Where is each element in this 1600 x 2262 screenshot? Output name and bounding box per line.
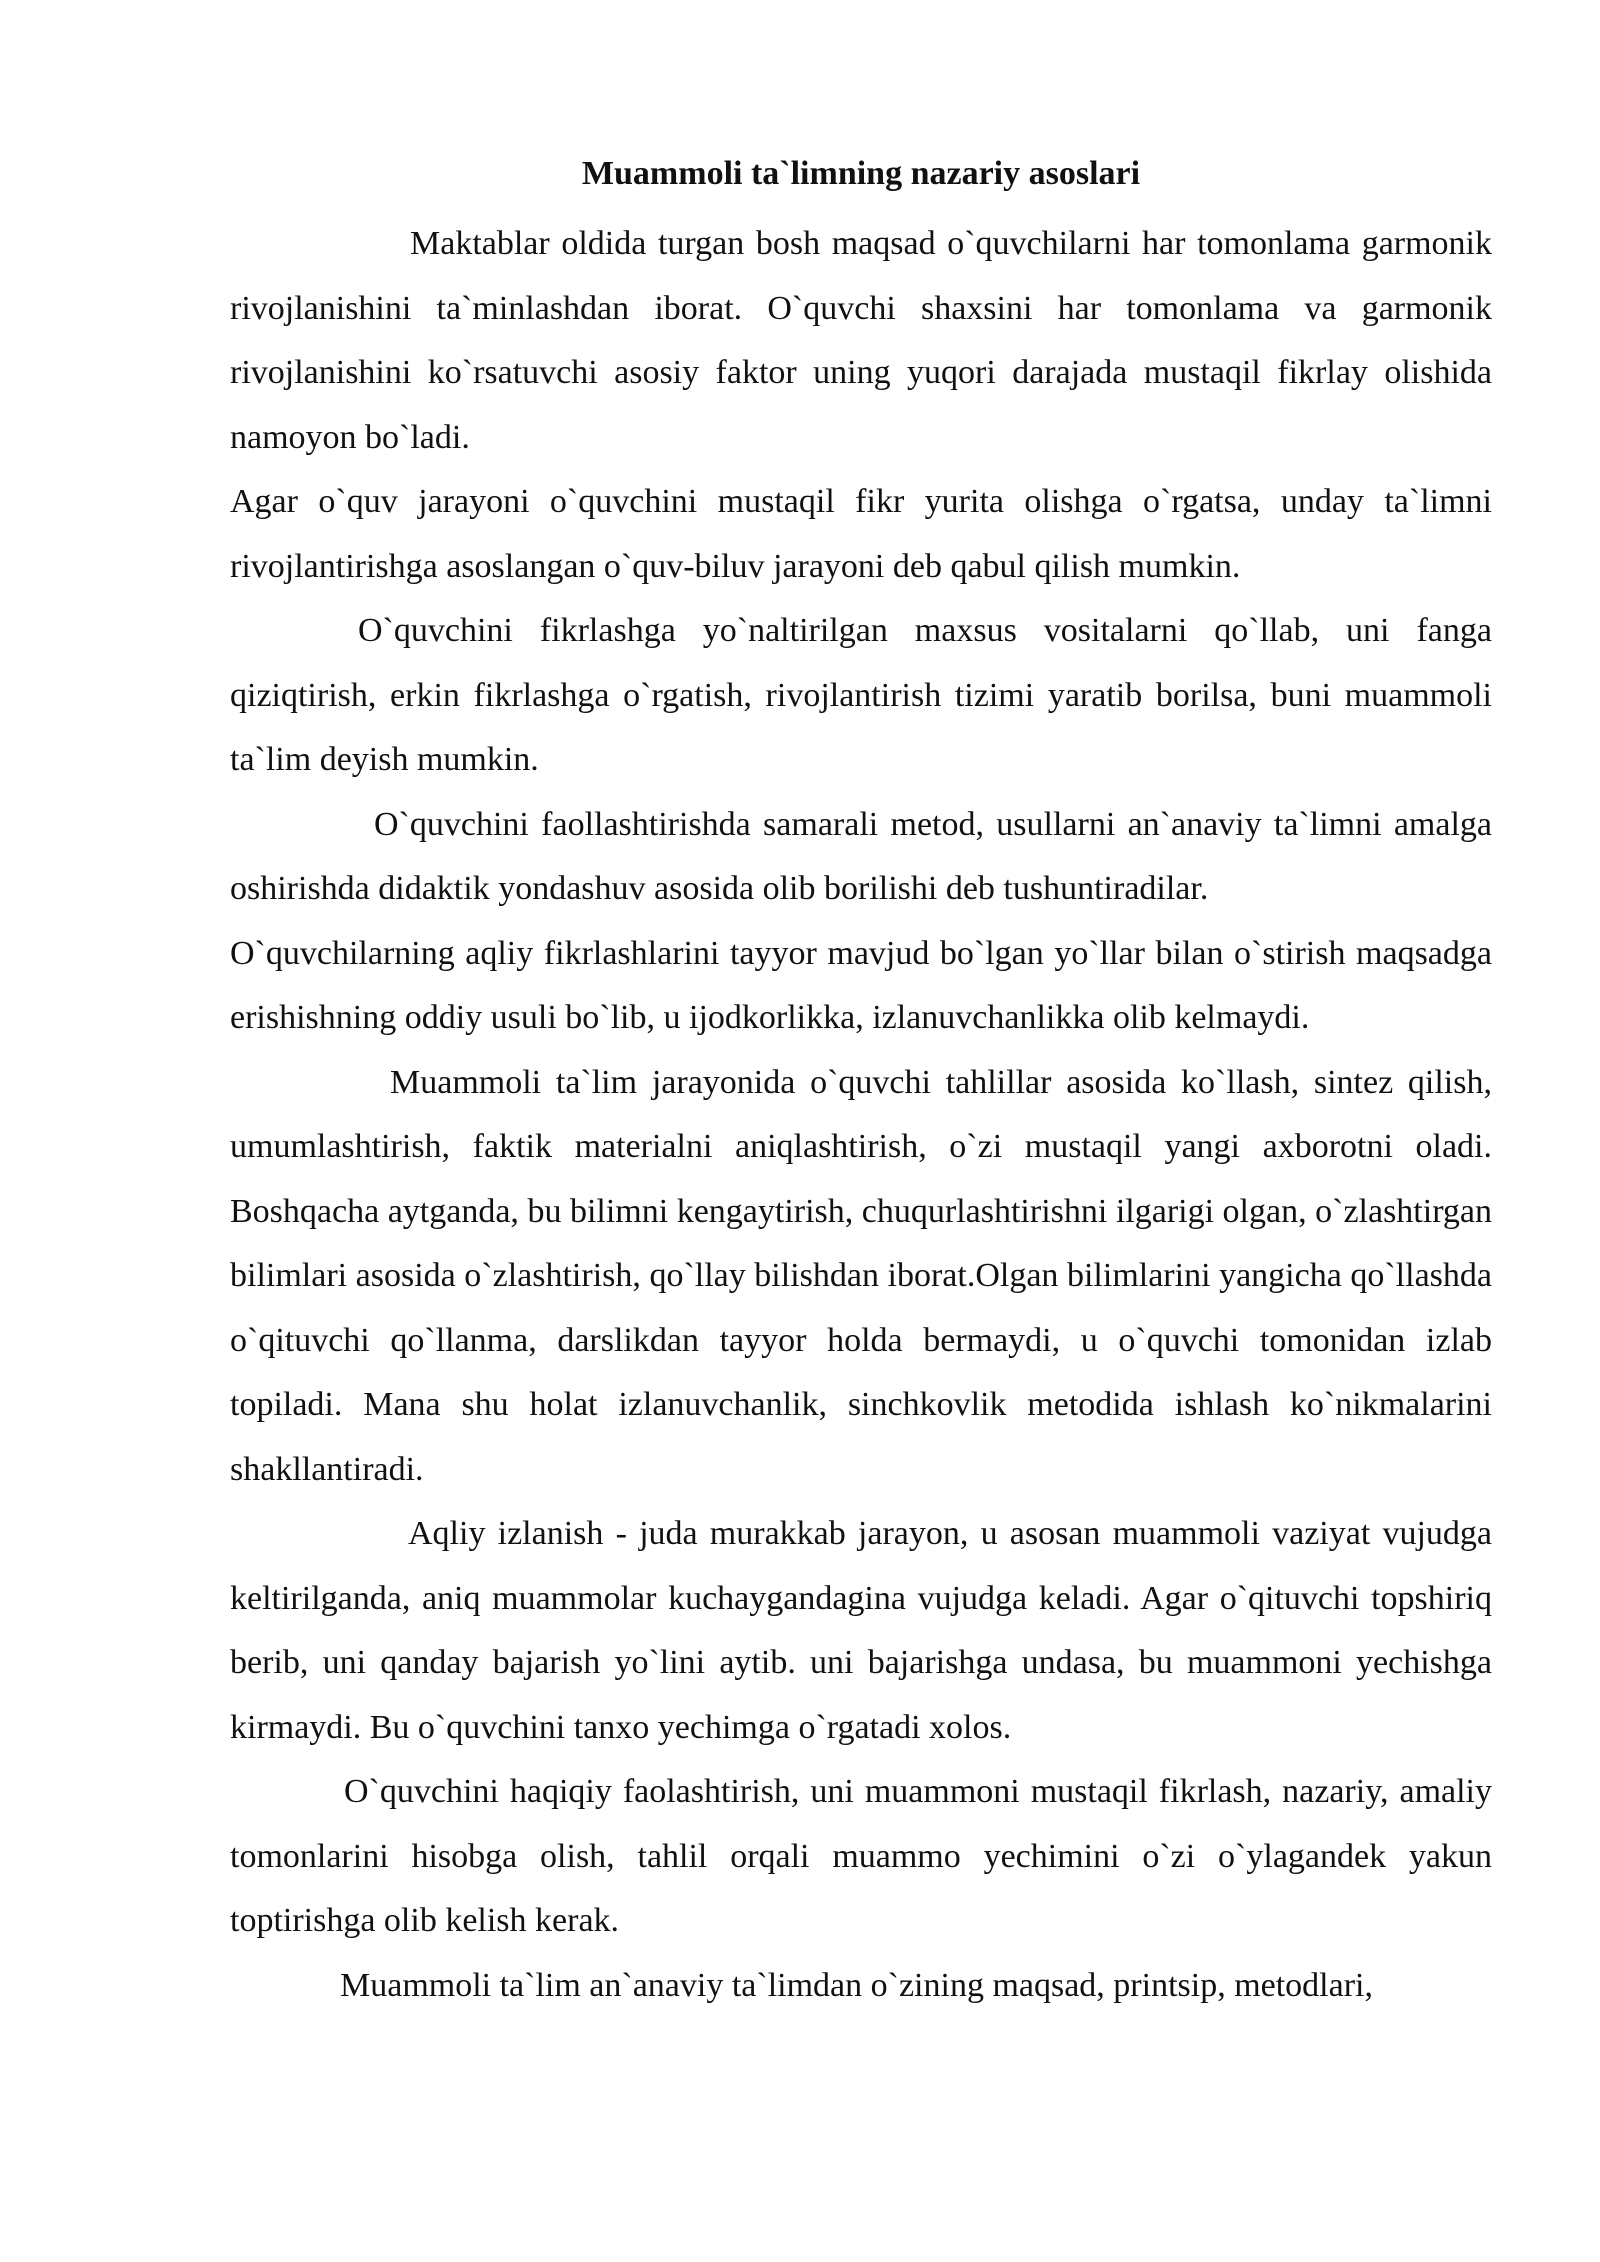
paragraph-9: Muammoli ta`lim an`anaviy ta`limdan o`zining maqsad, printsip, metodlari,	[340, 1966, 1373, 2004]
paragraph-8: O`quvchini haqiqiy faolashtirish, uni muammoni mustaqil fikrlash, nazariy, amaliy tomonlarini hisobga olish, tahlil orqali muammo yechimini o`zi o`ylagandek yakun toptirishga olib kelish kerak.	[230, 1773, 1492, 1939]
paragraph-7: Aqliy izlanish - juda murakkab jarayon, u asosan muammoli vaziyat vujudga keltirilganda, aniq muammolar kuchaygandagina vujudga keladi. Agar o`qituvchi topshiriq berib, uni qanday bajarish yo`lini aytib. uni bajarishga undasa, bu muammoni yechishga kirmaydi. Bu o`quvchini tanxo yechimga o`rgatadi xolos.	[230, 1515, 1492, 1746]
document-body	[230, 212, 1492, 2018]
document-title: Muammoli ta`limning nazariy asoslari	[581, 155, 1141, 192]
paragraph-5: O`quvchilarning aqliy fikrlashlarini tayyor mavjud bo`lgan yo`llar bilan o`stirish maqsadga erishishning oddiy usuli bo`lib, u ijodkorlikka, izlanuvchanlikka olib kelmaydi.	[230, 934, 1492, 1036]
paragraph-2: Agar o`quv jarayoni o`quvchini mustaqil fikr yurita olishga o`rgatsa, unday ta`limni rivojlantirishga asoslangan o`quv-biluv jarayoni deb qabul qilish mumkin.	[230, 483, 1492, 585]
paragraph-4: O`quvchini faollashtirishda samarali metod, usullarni an`anaviy ta`limni amalga oshirishda didaktik yondashuv asosida olib borilishi deb tushuntiradilar.	[230, 805, 1492, 907]
paragraph-3: O`quvchini fikrlashga yo`naltirilgan maxsus vositalarni qo`llab, uni fanga qiziqtirish, erkin fikrlashga o`rgatish, rivojlantirish tizimi yaratib borilsa, buni muammoli ta`lim deyish mumkin.	[230, 612, 1492, 778]
paragraph-6: Muammoli ta`lim jarayonida o`quvchi tahlillar asosida ko`llash, sintez qilish, umumlashtirish, faktik materialni aniqlashtirish, o`zi mustaqil yangi axborotni oladi. Boshqacha aytganda, bu bilimni kengaytirish, chuqurlashtirishni ilgarigi olgan, o`zlashtirgan bilimlari asosida o`zlashtirish, qo`llay bilishdan iborat.Olgan bilimlarini yangicha qo`llashda o`qituvchi qo`llanma, darslikdan tayyor holda bermaydi, u o`quvchi tomonidan izlab topiladi. Mana shu holat izlanuvchanlik, sinchkovlik metodida ishlash ko`nikmalarini shakllantiradi.	[230, 1063, 1492, 1488]
paragraph-1: Maktablar oldida turgan bosh maqsad o`quvchilarni har tomonlama garmonik rivojlanishini ta`minlashdan iborat. O`quvchi shaxsini har tomonlama va garmonik rivojlanishini ko`rsatuvchi asosiy faktor uning yuqori darajada mustaqil fikrlay olishida namoyon bo`ladi.	[230, 225, 1492, 456]
